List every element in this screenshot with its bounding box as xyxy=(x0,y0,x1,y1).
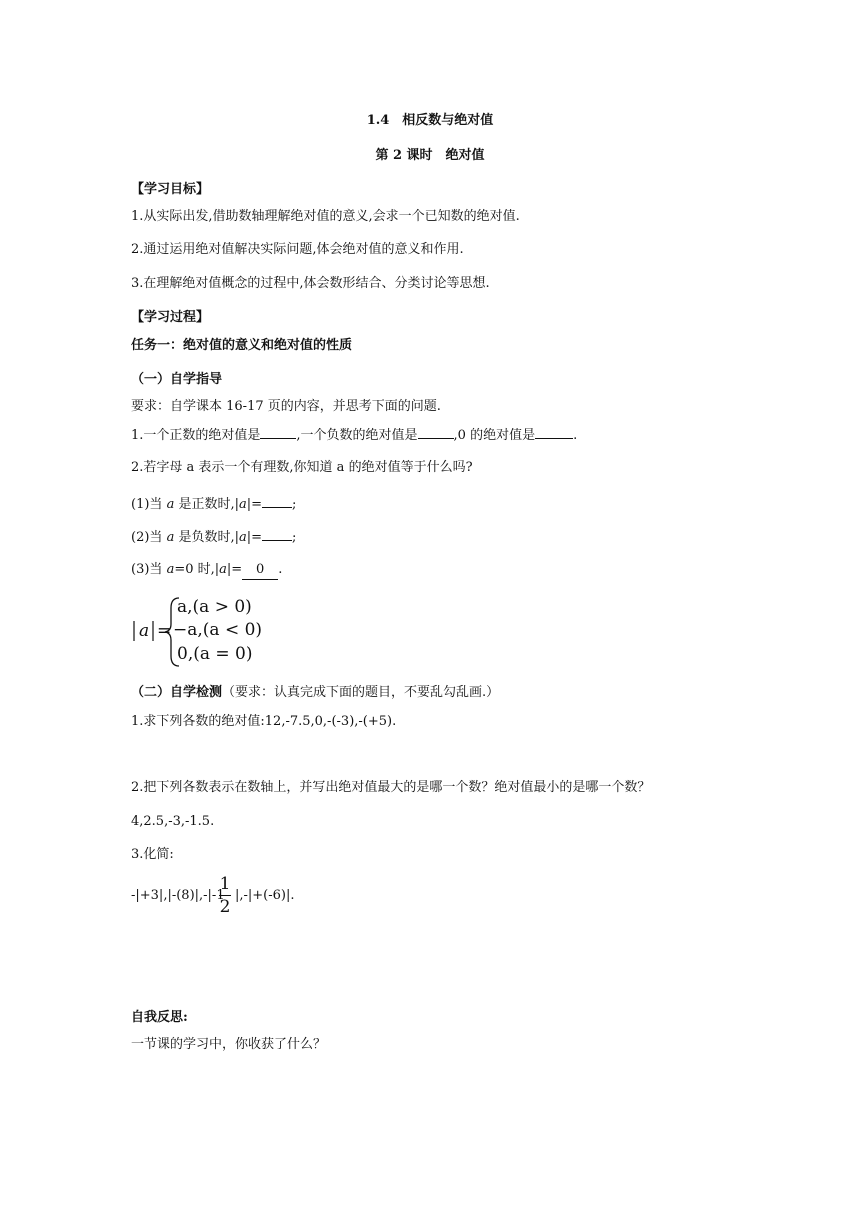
reflection-heading: 自我反思: xyxy=(131,1010,188,1025)
process-heading: 【学习过程】 xyxy=(131,310,210,325)
problem-3: 3.化简: xyxy=(131,847,174,862)
goal-item: 3.在理解绝对值概念的过程中,体会数形结合、分类讨论等思想. xyxy=(131,276,490,291)
blank-field[interactable] xyxy=(260,425,296,439)
problem-2-numbers: 4,2.5,-3,-1.5. xyxy=(131,814,215,829)
formula-var-a: a xyxy=(139,621,150,641)
absolute-value-formula xyxy=(131,594,271,670)
case-zero: (3)当 a=0 时,|a|= 0 . xyxy=(131,561,282,580)
self-guide-requirement: 要求：自学课本 16-17 页的内容，并思考下面的问题. xyxy=(131,399,441,414)
blank-field[interactable] xyxy=(262,494,292,508)
formula-case: a,(a > 0) xyxy=(177,597,252,617)
formula-equals: = xyxy=(157,621,172,641)
self-check-title: （二）自学检测（要求：认真完成下面的题目，不要乱勾乱画.） xyxy=(131,685,500,700)
blank-field[interactable] xyxy=(262,527,292,541)
question-1: 1.一个正数的绝对值是 ,一个负数的绝对值是 ,0 的绝对值是 . xyxy=(131,425,577,445)
page-subtitle: 第 2 课时 绝对值 xyxy=(375,148,485,163)
fraction-denominator: 2 xyxy=(219,897,231,917)
case-positive: (1)当 a 是正数时,|a|= ; xyxy=(131,494,296,514)
goal-item: 2.通过运用绝对值解决实际问题,体会绝对值的意义和作用. xyxy=(131,242,464,257)
blank-field[interactable] xyxy=(418,425,454,439)
fraction-bar xyxy=(219,895,231,896)
blank-field[interactable] xyxy=(535,425,573,439)
task1-heading: 任务一：绝对值的意义和绝对值的性质 xyxy=(131,338,353,353)
formula-case: 0,(a = 0) xyxy=(177,644,253,664)
problem-1: 1.求下列各数的绝对值:12,-7.5,0,-(-3),-(+5). xyxy=(131,714,397,729)
formula-case: −a,(a < 0) xyxy=(173,620,263,640)
self-guide-heading: （一）自学指导 xyxy=(131,372,223,387)
problem-2: 2.把下列各数表示在数轴上，并写出绝对值最大的是哪一个数？绝对值最小的是哪一个数？ xyxy=(131,780,651,795)
goal-item: 1.从实际出发,借助数轴理解绝对值的意义,会求一个已知数的绝对值. xyxy=(131,209,520,224)
fraction-numerator: 1 xyxy=(219,874,231,894)
case-negative: (2)当 a 是负数时,|a|= ; xyxy=(131,527,296,547)
reflection-question: 一节课的学习中，你收获了什么？ xyxy=(131,1037,327,1052)
page-title: 1.4 相反数与绝对值 xyxy=(366,113,494,128)
filled-blank: 0 xyxy=(242,561,278,580)
question-2: 2.若字母 a 表示一个有理数,你知道 a 的绝对值等于什么吗? xyxy=(131,460,473,475)
goals-heading: 【学习目标】 xyxy=(131,182,210,197)
